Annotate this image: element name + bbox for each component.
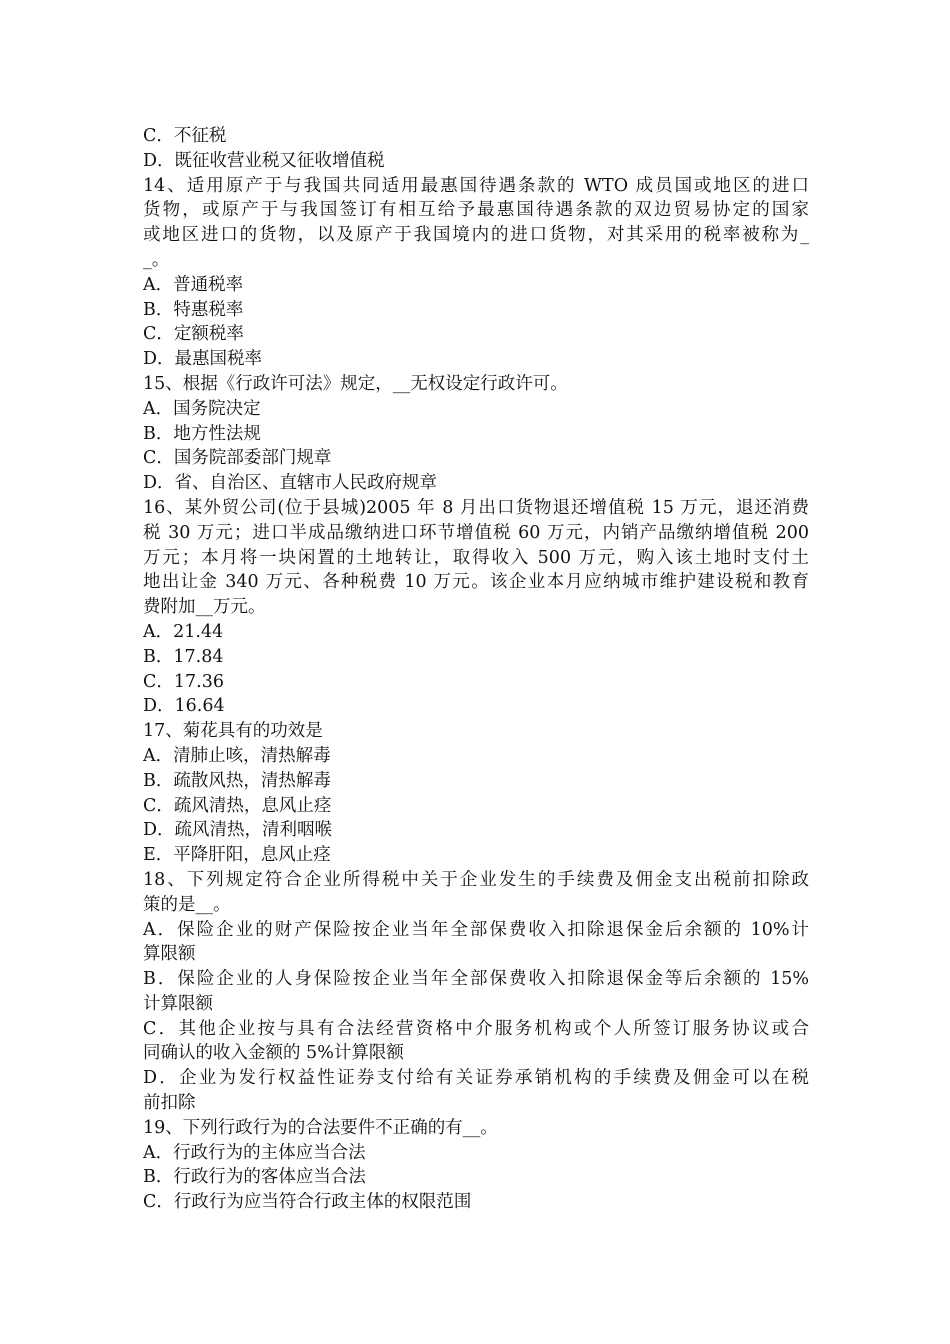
question-text-line: 18、下列规定符合企业所得税中关于企业发生的手续费及佣金支出税前扣除政 <box>143 869 809 890</box>
answer-option-line: A．普通税率 <box>143 274 244 295</box>
answer-option-line: B．地方性法规 <box>143 423 261 444</box>
answer-option-line: D．最惠国税率 <box>143 349 263 370</box>
question-text-line: 或地区进口的货物，以及原产于我国境内的进口货物，对其采用的税率被称为_ <box>143 225 809 246</box>
answer-option-line: C．定额税率 <box>143 324 244 345</box>
question-text-line: 策的是__。 <box>143 894 231 915</box>
question-text-line: 万元；本月将一块闲置的土地转让，取得收入 500 万元，购入该土地时支付土 <box>143 547 809 568</box>
answer-option-line: C．17.36 <box>143 671 224 692</box>
answer-option-line: B．行政行为的客体应当合法 <box>143 1167 366 1188</box>
answer-option-line: C．不征税 <box>143 126 227 146</box>
document-page <box>143 124 809 1215</box>
question-text-line: 费附加__万元。 <box>143 597 266 618</box>
answer-option-line: A．行政行为的主体应当合法 <box>143 1142 366 1163</box>
question-text-line: 14、适用原产于与我国共同适用最惠国待遇条款的 WTO 成员国或地区的进口 <box>143 175 809 196</box>
answer-option-line: 前扣除 <box>143 1093 196 1114</box>
question-text-line: 15、根据《行政许可法》规定，__无权设定行政许可。 <box>143 373 568 394</box>
answer-option-line: D．省、自治区、直辖市人民政府规章 <box>143 473 438 494</box>
answer-option-line: C．行政行为应当符合行政主体的权限范围 <box>143 1192 472 1213</box>
answer-option-line: A．保险企业的财产保险按企业当年全部保费收入扣除退保金后余额的 10%计 <box>143 919 809 940</box>
answer-option-line: C．其他企业按与具有合法经营资格中介服务机构或个人所签订服务协议或合 <box>143 1018 809 1039</box>
question-text-line: _。 <box>143 249 170 270</box>
answer-option-line: D．既征收营业税又征收增值税 <box>143 150 385 171</box>
answer-option-line: 算限额 <box>143 944 196 965</box>
answer-option-line: A．清肺止咳，清热解毒 <box>143 745 331 766</box>
question-text-line: 税 30 万元；进口半成品缴纳进口环节增值税 60 万元，内销产品缴纳增值税 200 <box>143 522 809 543</box>
question-text-line: 17、菊花具有的功效是 <box>143 721 323 742</box>
answer-option-line: D．企业为发行权益性证券支付给有关证券承销机构的手续费及佣金可以在税 <box>143 1068 809 1089</box>
question-text-line: 地出让金 340 万元、各种税费 10 万元。该企业本月应纳城市维护建设税和教育 <box>143 572 809 593</box>
answer-option-line: 同确认的收入金额的 5%计算限额 <box>143 1043 404 1064</box>
answer-option-line: D．16.64 <box>143 696 225 717</box>
answer-option-line: A．国务院决定 <box>143 398 261 419</box>
question-text-line: 货物，或原产于与我国签订有相互给予最惠国待遇条款的双边贸易协定的国家 <box>143 200 809 221</box>
question-text-line: 16、某外贸公司(位于县城)2005 年 8 月出口货物退还增值税 15 万元，退还消费 <box>143 497 809 518</box>
answer-option-line: C．国务院部委部门规章 <box>143 448 332 469</box>
answer-option-line: E．平降肝阳，息风止痉 <box>143 845 331 866</box>
answer-option-line: C．疏风清热，息风止痉 <box>143 795 332 816</box>
answer-option-line: A．21.44 <box>143 621 224 642</box>
answer-option-line: 计算限额 <box>143 993 213 1014</box>
answer-option-line: B．17.84 <box>143 646 224 667</box>
question-text-line: 19、下列行政行为的合法要件不正确的有__。 <box>143 1117 498 1138</box>
answer-option-line: B．特惠税率 <box>143 299 244 320</box>
answer-option-line: B．疏散风热，清热解毒 <box>143 770 331 791</box>
answer-option-line: D．疏风清热，清利咽喉 <box>143 820 333 841</box>
answer-option-line: B．保险企业的人身保险按企业当年全部保费收入扣除退保金等后余额的 15% <box>143 969 809 990</box>
